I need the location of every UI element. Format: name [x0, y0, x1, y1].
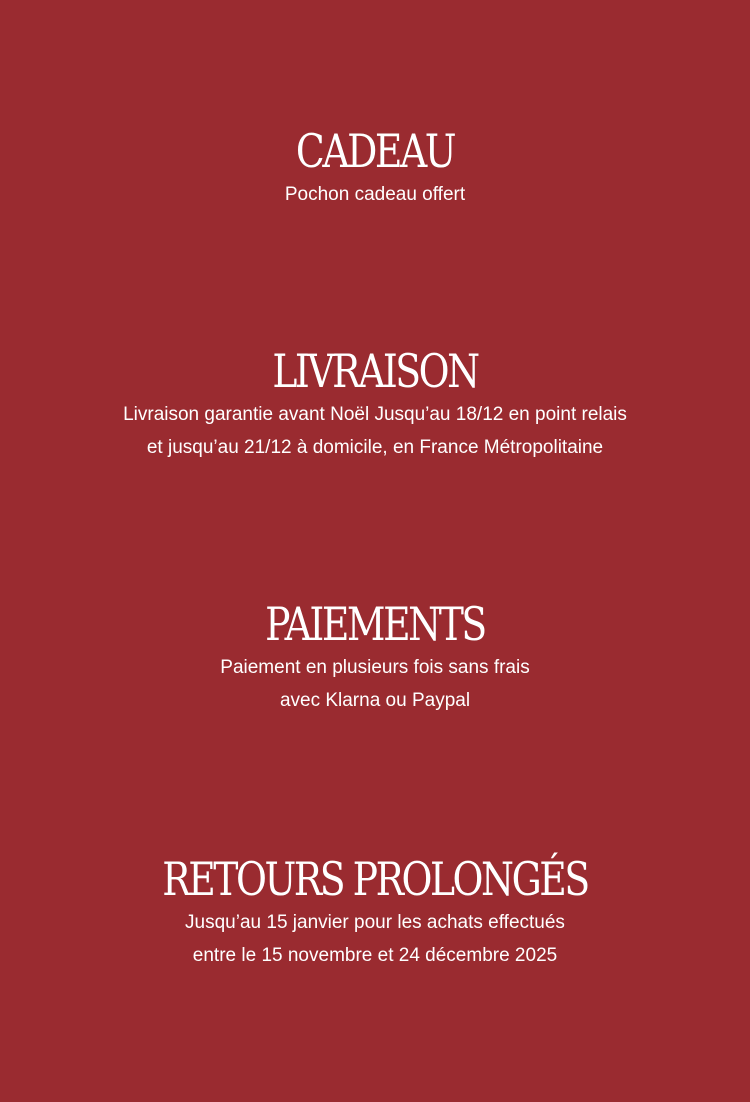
retours-text-line-2: entre le 15 novembre et 24 décembre 2025 — [192, 945, 558, 966]
livraison-text-line-2: et jusqu’au 21/12 à domicile, en France Métropolitaine — [146, 437, 604, 458]
livraison-title: LIVRAISON — [272, 344, 478, 398]
livraison-section — [0, 344, 750, 464]
cadeau-title: CADEAU — [295, 124, 455, 178]
paiements-text-line-1: Paiement en plusieurs fois sans frais — [220, 657, 530, 678]
retours-title: RETOURS PROLONGÉS — [162, 852, 588, 906]
livraison-text-line-1: Livraison garantie avant Noël Jusqu’au 18/12 en point relais — [123, 404, 627, 425]
paiements-text-line-2: avec Klarna ou Paypal — [279, 690, 471, 711]
retours-section — [0, 852, 750, 972]
cadeau-text-line-1: Pochon cadeau offert — [284, 184, 466, 205]
paiements-section — [0, 597, 750, 717]
cadeau-section — [0, 124, 750, 211]
paiements-title: PAIEMENTS — [265, 597, 485, 651]
retours-text-line-1: Jusqu’au 15 janvier pour les achats effectués — [185, 912, 565, 933]
